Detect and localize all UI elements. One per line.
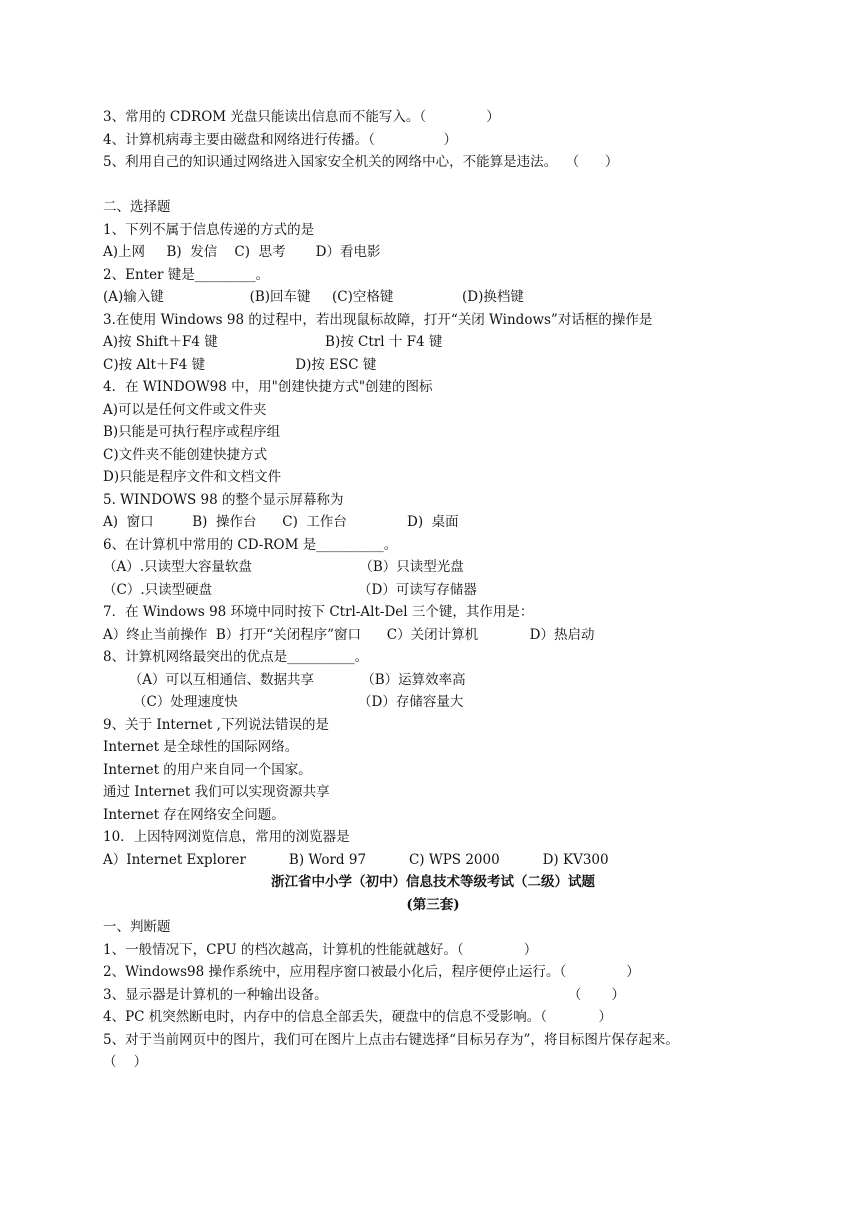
text-line: 5、对于当前网页中的图片，我们可在图片上点击右键选择“目标另存为”，将目标图片保存起来。 <box>103 1031 679 1048</box>
text-line: 2、Windows98 操作系统中，应用程序窗口被最小化后，程序便停止运行。（ ） <box>103 964 640 980</box>
text-line: 7．在 Windows 98 环境中同时按下 Ctrl-Alt-Del 三个键，其作用是： <box>103 604 534 620</box>
text-line: 5、利用自己的知识通过网络进入国家安全机关的网络中心，不能算是违法。 （ ） <box>103 154 619 170</box>
text-line: A）终止当前操作 B）打开“关闭程序”窗口 C）关闭计算机 D）热启动 <box>103 626 595 643</box>
section-1-questions <box>103 106 763 871</box>
text-line <box>103 174 763 197</box>
text-line: A）Internet Explorer B) Word 97 C) WPS 2000 D) KV300 <box>103 851 609 868</box>
text-line: A)按 Shift＋F4 键 B)按 Ctrl 十 F4 键 <box>103 334 443 350</box>
text-line: B)只能是可执行程序或程序组 <box>103 424 281 440</box>
text-line: 2、Enter 键是_________。 <box>103 266 270 283</box>
text-line: Internet 的用户来自同一个国家。 <box>103 761 312 778</box>
text-line: (A)输入键 (B)回车键 (C)空格键 (D)换档键 <box>103 289 524 305</box>
text-line: 8、计算机网络最突出的优点是__________。 <box>103 649 369 665</box>
text-line: D)只能是程序文件和文档文件 <box>103 469 282 485</box>
text-line: 二、选择题 <box>103 199 171 215</box>
text-line: C)文件夹不能创建快捷方式 <box>103 446 268 463</box>
text-line: 1、一般情况下，CPU 的档次越高，计算机的性能就越好。（ ） <box>103 941 538 958</box>
text-line: C)按 Alt＋F4 键 D)按 ESC 键 <box>103 356 377 373</box>
text-line: 1、下列不属于信息传递的方式的是 <box>103 221 315 238</box>
text-line: （A）.只读型大容量软盘 （B）只读型光盘 <box>103 559 464 575</box>
text-line: 3.在使用 Windows 98 的过程中，若出现鼠标故障，打开“关闭 Windows”对话框的操作是 <box>103 311 653 328</box>
text-line: 3、常用的 CDROM 光盘只能读出信息而不能写入。（ ） <box>103 109 500 125</box>
text-line: （ ） <box>103 1054 148 1070</box>
text-line: 10．上因特网浏览信息，常用的浏览器是 <box>103 829 350 845</box>
text-line: 通过 Internet 我们可以实现资源共享 <box>103 784 330 800</box>
text-line: 6、在计算机中常用的 CD-ROM 是__________。 <box>103 536 398 553</box>
exam-subtitle: (第三套) <box>406 896 460 913</box>
text-line: Internet 是全球性的国际网络。 <box>103 739 299 755</box>
text-line: （C）处理速度快 （D）存储容量大 <box>103 694 464 710</box>
text-line: 9、关于 Internet ,下列说法错误的是 <box>103 716 329 733</box>
text-line: （A）可以互相通信、数据共享 （B）运算效率高 <box>103 671 466 688</box>
text-line: A)上网 B) 发信 C) 思考 D）看电影 <box>103 244 381 260</box>
text-line: 4、计算机病毒主要由磁盘和网络进行传播。（ ） <box>103 131 457 148</box>
exam-title: 浙江省中小学（初中）信息技术等级考试（二级）试题 <box>271 874 595 890</box>
text-line: Internet 存在网络安全问题。 <box>103 806 285 823</box>
text-line: 3、显示器是计算机的一种输出设备。 （ ） <box>103 986 625 1003</box>
text-line: 一、判断题 <box>103 919 171 935</box>
text-line: 4、PC 机突然断电时，内存中的信息全部丢失，硬盘中的信息不受影响。（ ） <box>103 1009 613 1025</box>
text-line: 4．在 WINDOW98 中，用"创建快捷方式"创建的图标 <box>103 379 433 395</box>
document-page <box>103 106 763 1074</box>
text-line: A) 窗口 B) 操作台 C) 工作台 D) 桌面 <box>103 514 459 530</box>
section-2-questions <box>103 916 763 1074</box>
text-line: （C）.只读型硬盘 （D）可读写存储器 <box>103 581 477 598</box>
text-line: A)可以是任何文件或文件夹 <box>103 401 267 418</box>
text-line: 5. WINDOWS 98 的整个显示屏幕称为 <box>103 491 344 508</box>
